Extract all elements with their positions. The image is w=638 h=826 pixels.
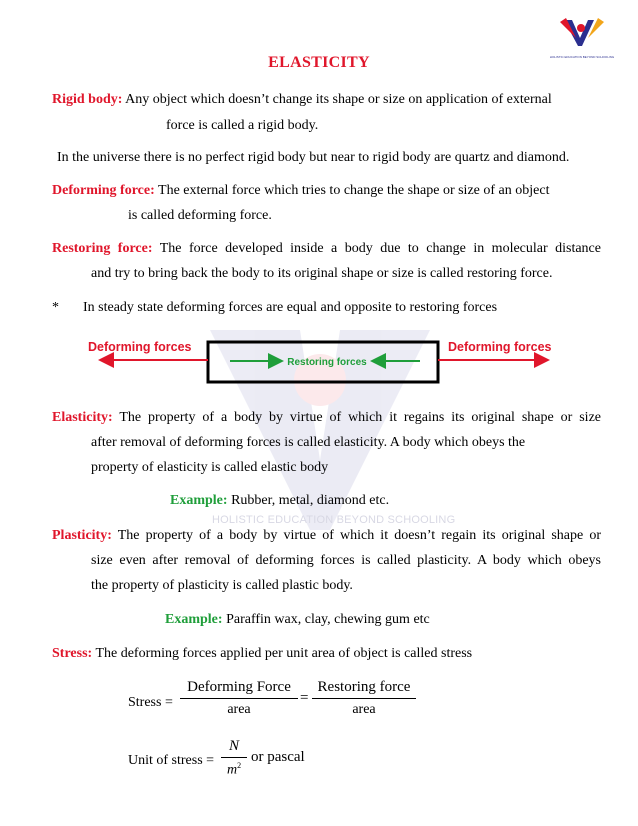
- unit-num: N: [228, 738, 239, 754]
- right-deforming-label: Deforming forces: [448, 340, 552, 354]
- stress-text: The deforming forces applied per unit area of object is called stress: [95, 646, 473, 661]
- restoring-force-text1: The force developed inside a body due to change in molecular distance: [159, 241, 601, 256]
- elasticity-example-label: Example:: [170, 493, 228, 508]
- unit-fraction: [221, 738, 247, 779]
- elasticity-line1: [52, 410, 601, 426]
- deforming-force-line1: [52, 183, 549, 199]
- rigid-body-text1: Any object which doesn’t change its shape or size on application of external: [125, 92, 552, 107]
- unit-den-wrap: [221, 761, 247, 779]
- watermark-text: HOLISTIC EDUCATION BEYOND SCHOOLING: [212, 514, 456, 526]
- rigid-body-term: Rigid body:: [52, 92, 123, 107]
- page-title: ELASTICITY: [268, 54, 370, 71]
- plasticity-line1: [52, 528, 601, 544]
- restoring-force-line1: [52, 241, 601, 257]
- stress-fraction-1: [180, 679, 298, 718]
- unit-of-stress-lhs: Unit of stress =: [128, 753, 215, 768]
- plasticity-text3: the property of plasticity is called plastic body.: [91, 578, 353, 593]
- stress-formula-lhs: Stress =: [128, 695, 173, 710]
- steady-state-text: In steady state deforming forces are equal and opposite to restoring forces: [83, 300, 498, 315]
- unit-den: m: [226, 762, 238, 778]
- stress-term: Stress:: [52, 646, 93, 661]
- rigid-body-text2: force is called a rigid body.: [166, 118, 319, 133]
- rigid-body-line1: [52, 92, 552, 108]
- elasticity-text1: The property of a body by virtue of which it regains its original shape or size: [119, 410, 601, 425]
- elasticity-term: Elasticity:: [52, 410, 113, 425]
- logo-tagline: HOLISTIC EDUCATION BEYOND SCHOOLING: [549, 55, 615, 59]
- elasticity-example-text: Rubber, metal, diamond etc.: [231, 493, 390, 508]
- steady-state-bullet: *: [52, 300, 59, 315]
- left-deforming-label: Deforming forces: [88, 340, 192, 354]
- stress-num-1: Deforming Force: [187, 679, 291, 695]
- restoring-force-term: Restoring force:: [52, 241, 153, 256]
- plasticity-example-text: Paraffin wax, clay, chewing gum etc: [226, 612, 430, 627]
- plasticity-term: Plasticity:: [52, 528, 112, 543]
- unit-suffix: or pascal: [251, 749, 305, 765]
- elasticity-text3: property of elasticity is called elastic body: [91, 460, 329, 475]
- stress-fraction-2: [312, 679, 416, 718]
- stress-den-2: area: [352, 702, 376, 717]
- plasticity-text1: The property of a body by virtue of which it doesn’t regain its original shape or: [117, 528, 601, 543]
- stress-equals: =: [300, 690, 309, 706]
- unit-exponent: 2: [237, 761, 242, 770]
- elasticity-text2: after removal of deforming forces is called elasticity. A body which obeys the: [91, 435, 526, 450]
- stress-line: [52, 646, 472, 662]
- elasticity-example: [170, 493, 389, 509]
- plasticity-example: [165, 612, 430, 628]
- restoring-force-text2: and try to bring back the body to its original shape or size is called restoring force.: [91, 266, 553, 281]
- stress-num-2: Restoring force: [317, 679, 411, 695]
- universe-note: In the universe there is no perfect rigid body but near to rigid body are quartz and diamond.: [57, 150, 570, 165]
- deforming-force-term: Deforming force:: [52, 183, 155, 198]
- deforming-force-text1: The external force which tries to change the shape or size of an object: [158, 183, 550, 198]
- restoring-label: Restoring forces: [287, 357, 367, 368]
- deforming-force-text2: is called deforming force.: [128, 208, 272, 223]
- plasticity-example-label: Example:: [165, 612, 223, 627]
- plasticity-text2: size even after removal of deforming forces is called plasticity. A body which obeys: [91, 553, 601, 568]
- stress-den-1: area: [227, 702, 251, 717]
- forces-diagram: [80, 330, 580, 390]
